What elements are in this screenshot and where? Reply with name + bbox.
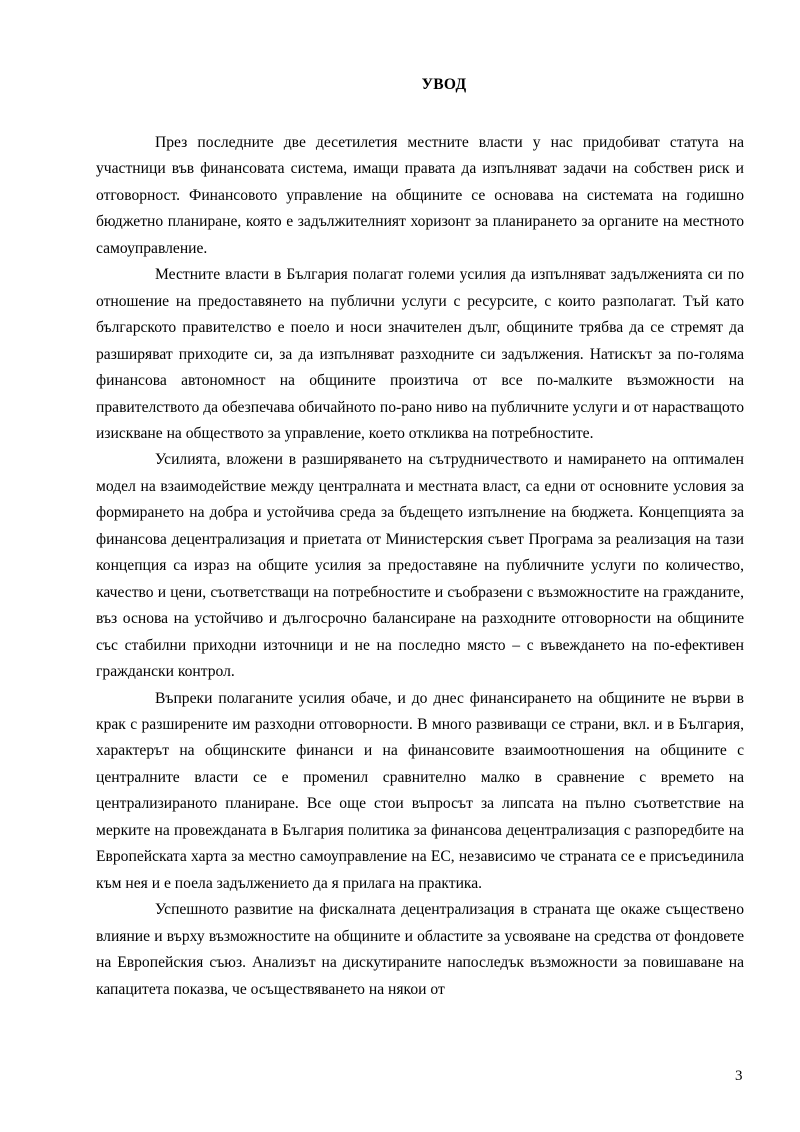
paragraph-1: През последните две десетилетия местните власти у нас придобиват статута на участници във финансовата система, имащи правата да изпълняват задачи на собствен риск и отговорност. Финансовото управление на общините се основава на системата на годишно бюджетно планиране, която е задължителният хоризонт за планирането за органите на местното самоуправление. bbox=[96, 134, 744, 257]
paragraph-5: Успешното развитие на фискалната децентрализация в страната ще окаже съществено влияние и върху възможностите на общините и областите за усвояване на средства от фондовете на Европейския съюз. Анализът на дискутираните напоследък възможности за повишаване на капацитета показва, че осъществяването на някои от bbox=[96, 901, 744, 998]
page-number: 3 bbox=[735, 1068, 743, 1084]
paragraph-2: Местните власти в България полагат големи усилия да изпълняват задълженията си по отношение на предоставянето на публични услуги с ресурсите, с които разполагат. Тъй като българското правителство е поело и носи значителен дълг, общините трябва да се стремят да разширяват приходите си, за да изпълняват разходните си задължения. Натискът за по-голяма финансова автономност на общините произтича от все по-малките възможности на правителството да обезпечава обичайното по-рано ниво на публичните услуги и от нарастващото изискване на обществото за управление, което откликва на потребностите. bbox=[96, 266, 744, 442]
paragraph-4: Въпреки полаганите усилия обаче, и до днес финансирането на общините не върви в крак с разширените им разходни отговорности. В много развиващи се страни, вкл. и в България, характерът на общинските финанси и на финансовите взаимоотношения на общините с централните власти се е променил сравнително малко в сравнение с времето на централизираното планиране. Все още стои въпросът за липсата на пълно съответствие на мерките на провежданата в България политика за финансова децентрализация с разпоредбите на Европейската харта за местно самоуправление на ЕС, независимо че страната се е присъединила към нея и е поела задължението да я прилага на практика. bbox=[96, 689, 744, 892]
paragraph-3: Усилията, вложени в разширяването на сътрудничеството и намирането на оптимален модел на взаимодействие между централната и местната власт, са едни от основните условия за формирането на добра и устойчива среда за бъдещето изпълнение на бюджета. Концепцията за финансова децентрализация и приетата от Министерския съвет Програма за реализация на тази концепция са израз на общите усилия за предоставяне на публичните услуги по количество, качество и цени, съответстващи на потребностите и съобразени с възможностите на гражданите, въз основа на устойчиво и дългосрочно балансиране на разходните отговорности на общините със стабилни приходни източници и не на последно място – с въвеждането на по-ефективен граждански контрол. bbox=[96, 451, 744, 681]
page-title: УВОД bbox=[421, 76, 467, 93]
body-text bbox=[96, 130, 744, 1003]
